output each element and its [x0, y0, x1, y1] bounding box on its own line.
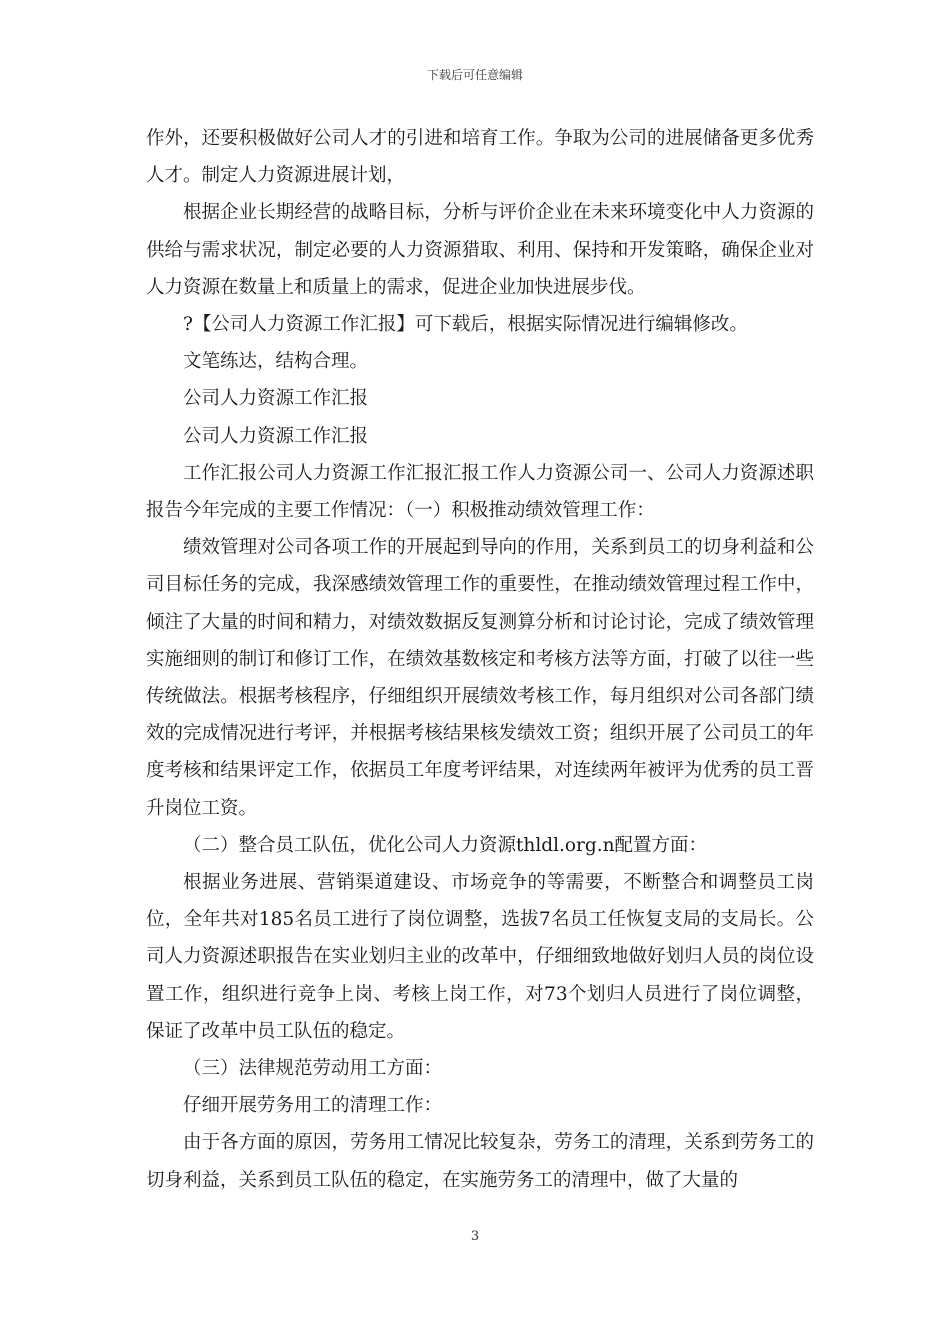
paragraph: 仔细开展劳务用工的清理工作： [183, 1095, 443, 1117]
paragraph: ?【公司人力资源工作汇报】可下载后，根据实际情况进行编辑修改。 [183, 314, 748, 336]
paragraph: （三）法律规范劳动用工方面： [183, 1058, 443, 1080]
page-header: 下载后可任意编辑 [426, 68, 523, 82]
paragraph: 公司人力资源工作汇报 [183, 388, 369, 410]
paragraph: 公司人力资源工作汇报 [183, 425, 369, 447]
page-number: 3 [470, 1229, 480, 1244]
paragraph: 作外，还要积极做好公司人才的引进和培育工作。争取为公司的进展储备更多优秀人才。制定人力资源进展计划， [146, 128, 814, 187]
paragraph: 工作汇报公司人力资源工作汇报汇报工作人力资源公司一、公司人力资源述职报告今年完成的主要工作情况：（一）积极推动绩效管理工作： [146, 462, 814, 522]
paragraph: （二）整合员工队伍，优化公司人力资源thldl.org.n配置方面： [183, 834, 708, 856]
paragraph: 根据业务进展、营销渠道建设、市场竞争的等需要，不断整合和调整员工岗位，全年共对185名员工进行了岗位调整，选拔7名员工任恢复支局的支局长。公司人力资源述职报告在实业划归主业的改革中，仔细细致地做好划归人员的岗位设置工作，组织进行竞争上岗、考核上岗工作，对73个划归人员进行了岗位调整，保证了改革中员工队伍的稳定。 [146, 872, 814, 1042]
document-body [146, 120, 814, 1199]
paragraph: 文笔练达，结构合理。 [183, 351, 369, 373]
paragraph: 由于各方面的原因，劳务用工情况比较复杂，劳务工的清理，关系到劳务工的切身利益，关系到员工队伍的稳定，在实施劳务工的清理中，做了大量的 [146, 1132, 814, 1191]
paragraph: 绩效管理对公司各项工作的开展起到导向的作用，关系到员工的切身利益和公司目标任务的完成，我深感绩效管理工作的重要性，在推动绩效管理过程工作中，倾注了大量的时间和精力，对绩效数据反复测算分析和讨论讨论，完成了绩效管理实施细则的制订和修订工作，在绩效基数核定和考核方法等方面，打破了以往一些传统做法。根据考核程序，仔细组织开展绩效考核工作，每月组织对公司各部门绩效的完成情况进行考评，并根据考核结果核发绩效工资；组织开展了公司员工的年度考核和结果评定工作，依据员工年度考评结果，对连续两年被评为优秀的员工晋升岗位工资。 [146, 537, 814, 819]
paragraph: 根据企业长期经营的战略目标，分析与评价企业在未来环境变化中人力资源的供给与需求状况，制定必要的人力资源猎取、利用、保持和开发策略，确保企业对人力资源在数量上和质量上的需求，促进企业加快进展步伐。 [146, 202, 814, 298]
